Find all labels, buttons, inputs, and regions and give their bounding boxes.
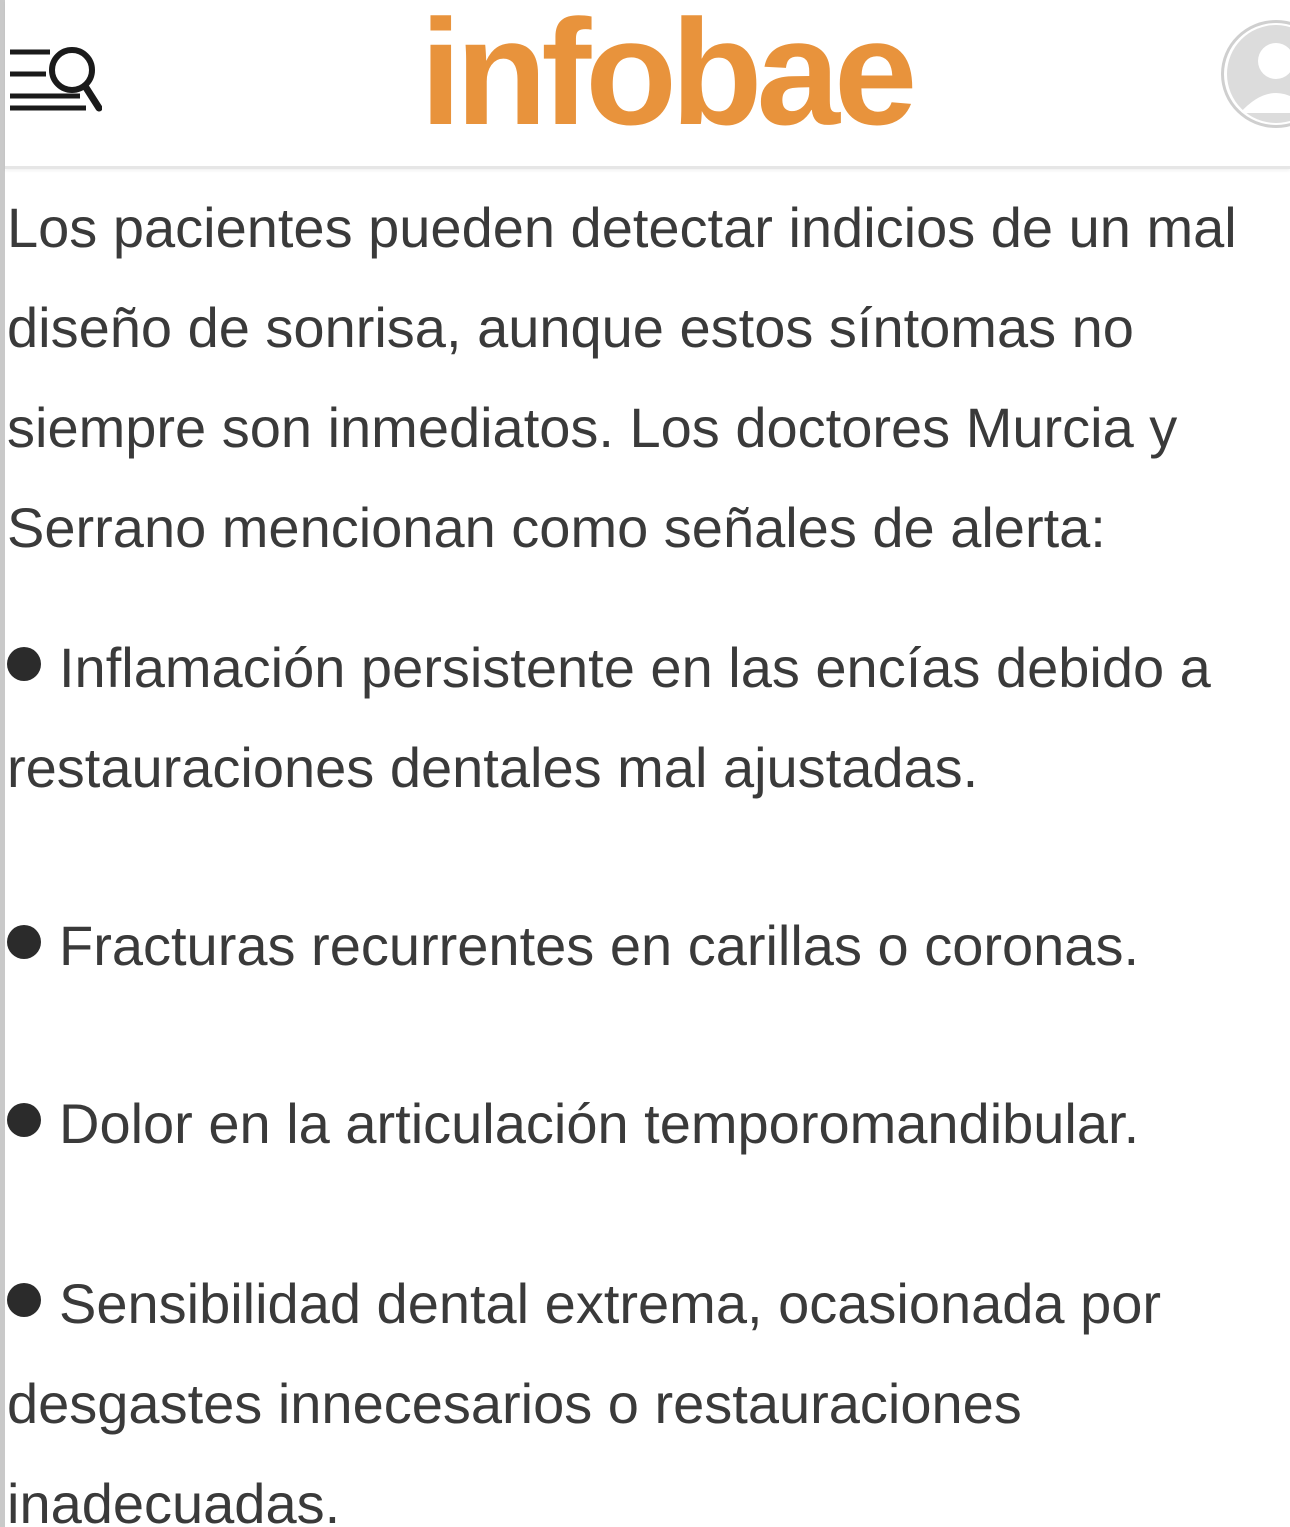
list-item-text: Sensibilidad dental extrema, ocasionada por	[59, 1272, 1162, 1335]
infobae-logo[interactable]: infobae	[420, 0, 912, 156]
list-item-text: restauraciones dentales mal ajustadas.	[7, 736, 979, 799]
list-item-text: inadecuadas.	[7, 1472, 341, 1527]
list-item	[7, 1254, 1161, 1527]
list-item-text: desgastes innecesarios o restauraciones	[7, 1372, 1022, 1435]
list-item-text: Dolor en la articulación temporomandibular.	[59, 1092, 1140, 1155]
list-item-text: Fracturas recurrentes en carillas o coronas.	[59, 914, 1139, 977]
intro-paragraph	[7, 178, 1290, 578]
intro-line: siempre son inmediatos. Los doctores Murcia y	[7, 396, 1178, 459]
list-item-text: Inflamación persistente en las encías debido a	[59, 636, 1211, 699]
page-left-edge	[0, 0, 5, 1527]
article-body	[7, 178, 1290, 578]
menu-search-icon	[8, 44, 102, 114]
bullet-icon	[7, 647, 41, 681]
menu-search-button[interactable]	[8, 44, 102, 114]
list-item	[7, 896, 1139, 996]
list-item	[7, 618, 1211, 818]
intro-line: diseño de sonrisa, aunque estos síntomas no	[7, 296, 1134, 359]
bullet-icon	[7, 1103, 41, 1137]
intro-line: Serrano mencionan como señales de alerta:	[7, 496, 1106, 559]
bullet-icon	[7, 925, 41, 959]
user-avatar-icon	[1224, 23, 1290, 125]
user-avatar-button[interactable]	[1221, 20, 1290, 128]
bullet-icon	[7, 1283, 41, 1317]
site-header	[5, 0, 1290, 169]
list-item	[7, 1074, 1139, 1174]
intro-line: Los pacientes pueden detectar indicios de un mal	[7, 196, 1237, 259]
